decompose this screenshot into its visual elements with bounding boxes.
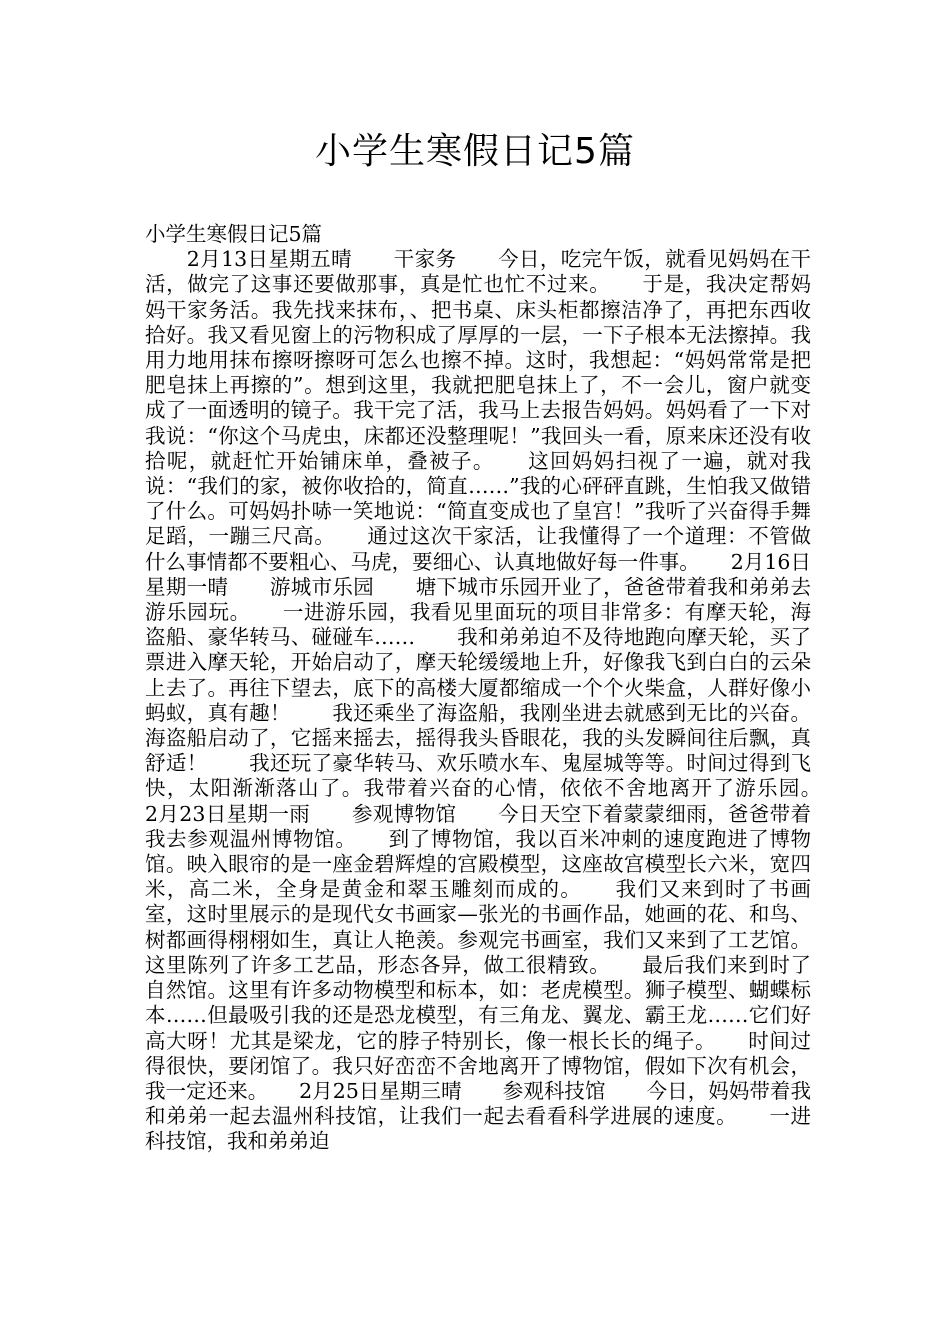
document-title: 小学生寒假日记5篇 — [315, 131, 635, 172]
document-subtitle: 小学生寒假日记5篇 — [145, 222, 323, 246]
document-body — [145, 222, 852, 1155]
document-paragraph: 2月13日星期五晴 干家务 今日，吃完午饭，就看见妈妈在干活，做完了这事还要做那事，真是忙也忙不过来。 于是，我决定帮妈妈干家务活。我先找来抹布，、把书桌、床头柜都擦洁净了，再把东西收拾好。我又看见窗上的污物积成了厚厚的一层，一下子根本无法擦掉。我用力地用抹布擦呀擦呀可怎么也擦不掉。这时，我想起：“妈妈常常是把肥皂抹上再擦的”。想到这里，我就把肥皂抹上了，不一会儿，窗户就变成了一面透明的镜子。我干完了活，我马上去报告妈妈。妈妈看了一下对我说：“你这个马虎虫，床都还没整理呢！”我回头一看，原来床还没有收拾呢，就赶忙开始铺床单，叠被子。 这回妈妈扫视了一遍，就对我说：“我们的家，被你收拾的，简直……”我的心砰砰直跳，生怕我又做错了什么。可妈妈扑哧一笑地说：“简直变成也了皇宫！”我听了兴奋得手舞足蹈，一蹦三尺高。 通过这次干家活，让我懂得了一个道理：不管做什么事情都不要粗心、马虎，要细心、认真地做好每一件事。 2月16日星期一晴 游城市乐园 塘下城市乐园开业了，爸爸带着我和弟弟去游乐园玩。 一进游乐园，我看见里面玩的项目非常多：有摩天轮，海盗船、豪华转马、碰碰车…… 我和弟弟迫不及待地跑向摩天轮，买了票进入摩天轮，开始启动了，摩天轮缓缓地上升，好像我飞到白白的云朵上去了。再往下望去，底下的高楼大厦都缩成一个个火柴盒，人群好像小蚂蚁，真有趣！ 我还乘坐了海盗船，我刚坐进去就感到无比的兴奋。海盗船启动了，它摇来摇去，摇得我头昏眼花，我的头发瞬间往后飘，真舒适！ 我还玩了豪华转马、欢乐喷水车、鬼屋城等等。时间过得到飞快，太阳渐渐落山了。我带着兴奋的心情，依依不舍地离开了游乐园。 2月23日星期一雨 参观博物馆 今日天空下着蒙蒙细雨，爸爸带着我去参观温州博物馆。 到了博物馆，我以百米冲刺的速度跑进了博物馆。映入眼帘的是一座金碧辉煌的宫殿模型，这座故宫模型长六米，宽四米，高二米，全身是黄金和翠玉雕刻而成的。 我们又来到时了书画室，这时里展示的是现代女书画家—张光的书画作品，她画的花、和鸟、树都画得栩栩如生，真让人艳羡。参观完书画室，我们又来到了工艺馆。这里陈列了许多工艺品，形态各异，做工很精致。 最后我们来到时了自然馆。这里有许多动物模型和标本，如：老虎模型。狮子模型、蝴蝶标本……但最吸引我的还是恐龙模型，有三角龙、翼龙、霸王龙……它们好高大呀！尤其是梁龙，它的脖子特别长，像一根长长的绳子。 时间过得很快，要闭馆了。我只好峦峦不舍地离开了博物馆，假如下次有机会，我一定还来。 2月25日星期三晴 参观科技馆 今日，妈妈带着我和弟弟一起去温州科技馆，让我们一起去看看科学进展的速度。 一进科技馆，我和弟弟迫 — [145, 247, 852, 1154]
